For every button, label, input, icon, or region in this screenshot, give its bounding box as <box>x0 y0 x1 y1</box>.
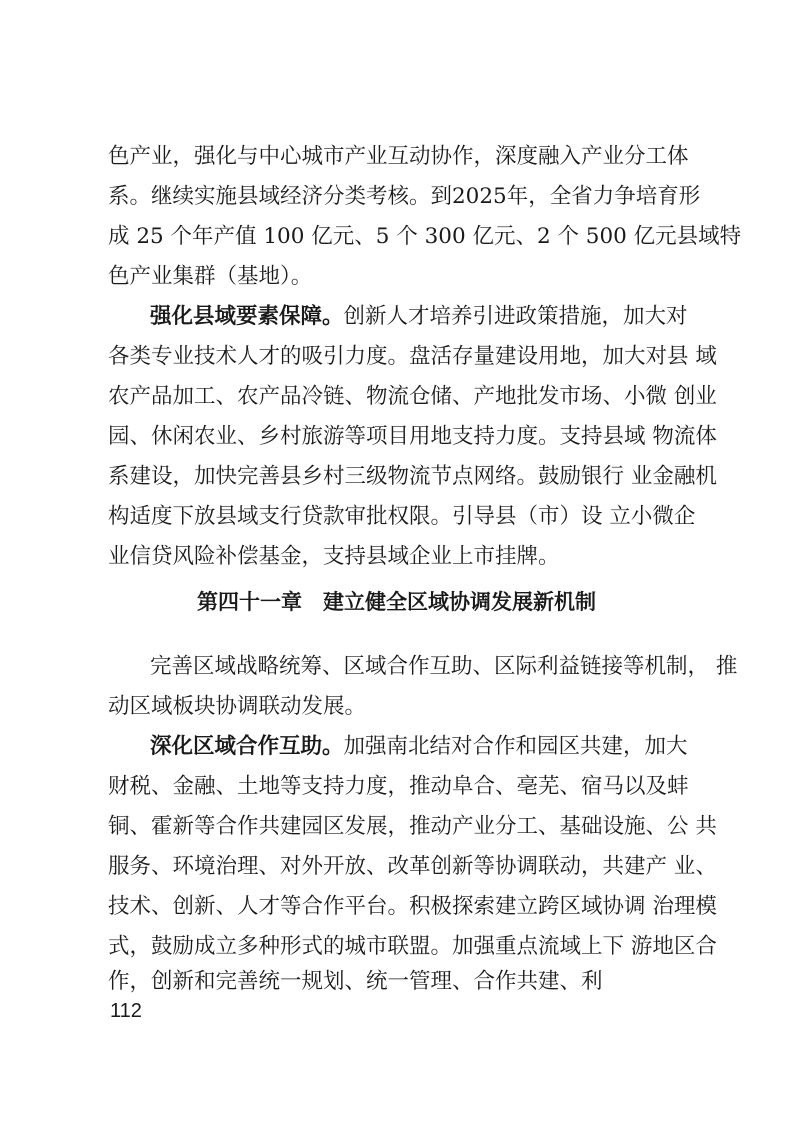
paragraph-lead: 强化县域要素保障。 <box>150 304 344 329</box>
text-line: 业信贷风险补偿基金，支持县域企业上市挂牌。 <box>108 544 560 569</box>
text-line: 农产品加工、农产品冷链、物流仓储、产地批发市场、小微 创业 <box>108 384 717 409</box>
text-span: 加强南北结对合作和园区共建，加大 <box>343 734 688 759</box>
page-number: 112 <box>110 1000 142 1022</box>
chapter-heading: 第四十一章 建立健全区域协调发展新机制 <box>197 590 596 614</box>
text-line: 成 25 个年产值 100 亿元、5 个 300 亿元、2 个 500 亿元县域特 <box>108 224 742 249</box>
text-line: 动区域板块协调联动发展。 <box>108 694 367 719</box>
text-line: 完善区域战略统筹、区域合作互助、区际利益链接等机制， 推 <box>150 654 738 679</box>
text-line: 各类专业技术人才的吸引力度。盘活存量建设用地，加大对县 域 <box>108 344 717 369</box>
text-line <box>150 302 688 332</box>
text-line <box>150 732 688 762</box>
text-line: 构适度下放县域支行贷款审批权限。引导县（市）设 立小微企 <box>108 504 696 529</box>
text-line: 服务、环境治理、对外开放、改革创新等协调联动，共建产 业、 <box>108 854 717 879</box>
text-line: 铜、霍新等合作共建园区发展，推动产业分工、基础设施、公 共 <box>108 814 717 839</box>
text-line: 作，创新和完善统一规划、统一管理、合作共建、利 <box>108 969 603 994</box>
text-line: 技术、创新、人才等合作平台。积极探索建立跨区域协调 治理模 <box>108 894 717 919</box>
text-line: 系。继续实施县域经济分类考核。到2025年，全省力争培育形 <box>108 184 701 209</box>
text-line: 色产业集群（基地）。 <box>108 264 313 289</box>
text-line: 系建设，加快完善县乡村三级物流节点网络。鼓励银行 业金融机 <box>108 464 717 489</box>
text-line: 财税、金融、土地等支持力度，推动阜合、亳芜、宿马以及蚌 <box>108 774 689 799</box>
paragraph-lead: 深化区域合作互助。 <box>150 734 344 759</box>
text-line: 式，鼓励成立多种形式的城市联盟。加强重点流域上下 游地区合 <box>108 934 717 959</box>
text-line: 园、休闲农业、乡村旅游等项目用地支持力度。支持县域 物流体 <box>108 424 717 449</box>
text-span: 创新人才培养引进政策措施，加大对 <box>343 304 688 329</box>
text-line: 色产业，强化与中心城市产业互动协作，深度融入产业分工体 <box>108 144 689 169</box>
